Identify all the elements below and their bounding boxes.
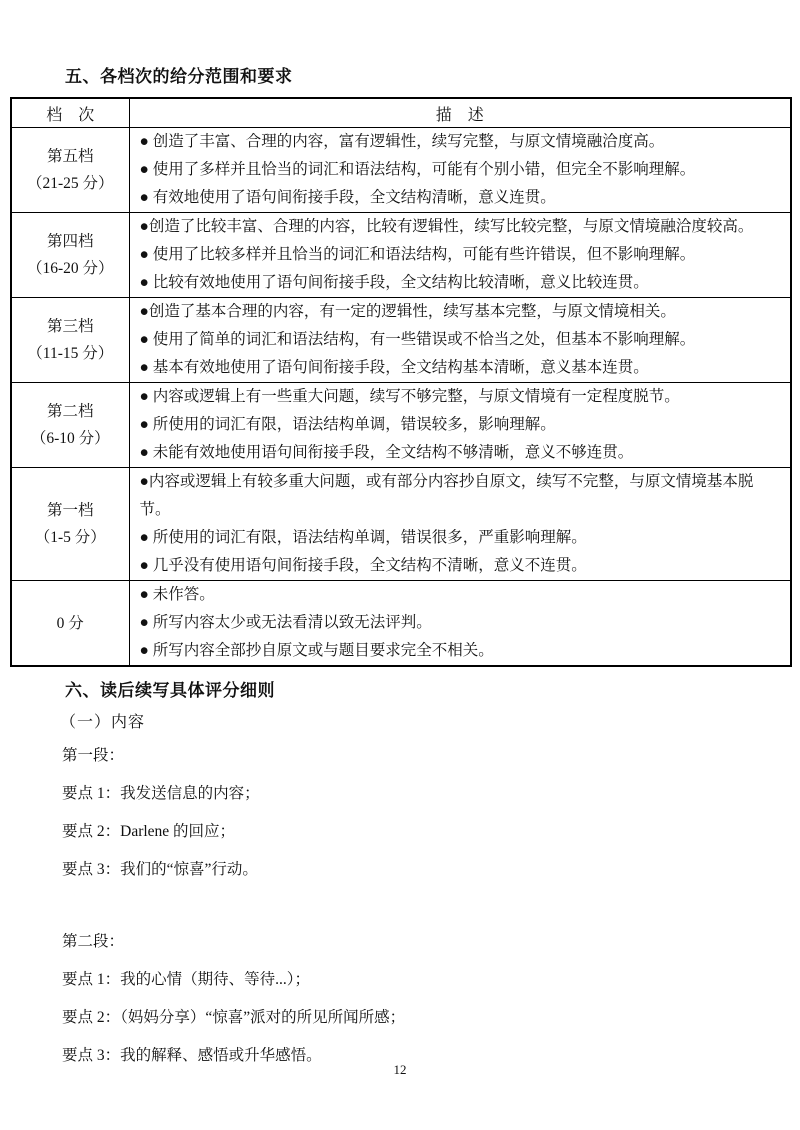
table-header-row <box>11 98 791 128</box>
grade-level-name: 第三档 <box>46 318 94 335</box>
grade-row-4 <box>11 213 791 298</box>
grade-desc-cell <box>129 213 791 298</box>
grade-level-cell <box>11 128 129 213</box>
rubric-item: ● 基本有效地使用了语句间衔接手段，全文结构基本清晰，意义基本连贯。 <box>139 359 649 376</box>
grade-score-range: （21-25 分） <box>26 175 114 192</box>
grade-desc-cell <box>129 581 791 667</box>
grading-table <box>10 97 792 667</box>
section6-title: 六、读后续写具体评分细则 <box>65 681 275 700</box>
rubric-item: ● 未作答。 <box>139 586 215 603</box>
paragraph1-point-2: 要点 2：Darlene 的回应； <box>62 823 236 840</box>
rubric-item: ●创造了比较丰富、合理的内容，比较有逻辑性，续写比较完整，与原文情境融洽度较高。 <box>139 218 754 235</box>
rubric-item: ● 所使用的词汇有限，语法结构单调，错误较多，影响理解。 <box>139 416 556 433</box>
header-level: 档 次 <box>11 98 129 128</box>
page-number: 12 <box>393 1062 407 1077</box>
grade-row-2 <box>11 383 791 468</box>
grade-level-name: 第一档 <box>46 502 94 519</box>
paragraph1-heading: 第一段： <box>62 747 125 764</box>
grade-score-range: （16-20 分） <box>26 260 114 277</box>
rubric-item: ● 几乎没有使用语句间衔接手段，全文结构不清晰，意义不连贯。 <box>139 557 587 574</box>
rubric-item: ● 所使用的词汇有限，语法结构单调，错误很多，严重影响理解。 <box>139 529 587 546</box>
grade-desc-cell <box>129 468 791 581</box>
grade-level-cell <box>11 383 129 468</box>
rubric-item: ● 内容或逻辑上有一些重大问题，续写不够完整，与原文情境有一定程度脱节。 <box>139 388 680 405</box>
subsection-content-title: （一）内容 <box>60 714 146 731</box>
grade-level-name: 0 分 <box>56 614 84 632</box>
grade-level-cell <box>11 581 129 667</box>
grade-row-5 <box>11 128 791 213</box>
grade-desc-cell <box>129 298 791 383</box>
paragraph1-point-1: 要点 1：我发送信息的内容； <box>62 785 260 802</box>
grade-row-1 <box>11 468 791 581</box>
grade-level-cell <box>11 213 129 298</box>
rubric-item: ●内容或逻辑上有较多重大问题，或有部分内容抄自原文，续写不完整，与原文情境基本脱节。 <box>139 473 754 518</box>
paragraph2-heading: 第二段： <box>62 933 125 950</box>
grade-score-range: （6-10 分） <box>30 430 110 447</box>
grade-score-range: （11-15 分） <box>27 345 114 362</box>
rubric-item: ● 所写内容太少或无法看清以致无法评判。 <box>139 614 432 631</box>
grade-row-0 <box>11 581 791 667</box>
rubric-item: ● 使用了比较多样并且恰当的词汇和语法结构，可能有些许错误，但不影响理解。 <box>139 246 696 263</box>
rubric-item: ● 创造了丰富、合理的内容，富有逻辑性，续写完整，与原文情境融洽度高。 <box>139 133 665 150</box>
rubric-item: ● 比较有效地使用了语句间衔接手段，全文结构比较清晰，意义比较连贯。 <box>139 274 649 291</box>
grade-desc-cell <box>129 383 791 468</box>
paragraph2-point-1: 要点 1：我的心情（期待、等待...）； <box>62 971 311 988</box>
header-description: 描 述 <box>129 98 791 128</box>
rubric-item: ● 有效地使用了语句间衔接手段，全文结构清晰，意义连贯。 <box>139 189 556 206</box>
paragraph2-point-2: 要点 2：（妈妈分享）“惊喜”派对的所见所闻所感； <box>62 1009 406 1026</box>
grade-level-name: 第四档 <box>46 233 94 250</box>
grade-score-range: （1-5 分） <box>34 529 106 546</box>
grade-row-3 <box>11 298 791 383</box>
paragraph2-point-3: 要点 3：我的解释、感悟或升华感悟。 <box>62 1047 322 1064</box>
grade-level-cell <box>11 298 129 383</box>
rubric-item: ● 使用了多样并且恰当的词汇和语法结构，可能有个别小错，但完全不影响理解。 <box>139 161 696 178</box>
paragraph1-point-3: 要点 3：我们的“惊喜”行动。 <box>62 861 258 878</box>
grade-desc-cell <box>129 128 791 213</box>
section5-title: 五、各档次的给分范围和要求 <box>65 67 293 86</box>
grade-level-name: 第五档 <box>46 148 94 165</box>
rubric-item: ● 所写内容全部抄自原文或与题目要求完全不相关。 <box>139 642 494 659</box>
grade-level-name: 第二档 <box>46 403 94 420</box>
rubric-item: ● 未能有效地使用语句间衔接手段，全文结构不够清晰，意义不够连贯。 <box>139 444 634 461</box>
grade-level-cell <box>11 468 129 581</box>
rubric-item: ●创造了基本合理的内容，有一定的逻辑性，续写基本完整，与原文情境相关。 <box>139 303 676 320</box>
rubric-item: ● 使用了简单的词汇和语法结构，有一些错误或不恰当之处，但基本不影响理解。 <box>139 331 696 348</box>
